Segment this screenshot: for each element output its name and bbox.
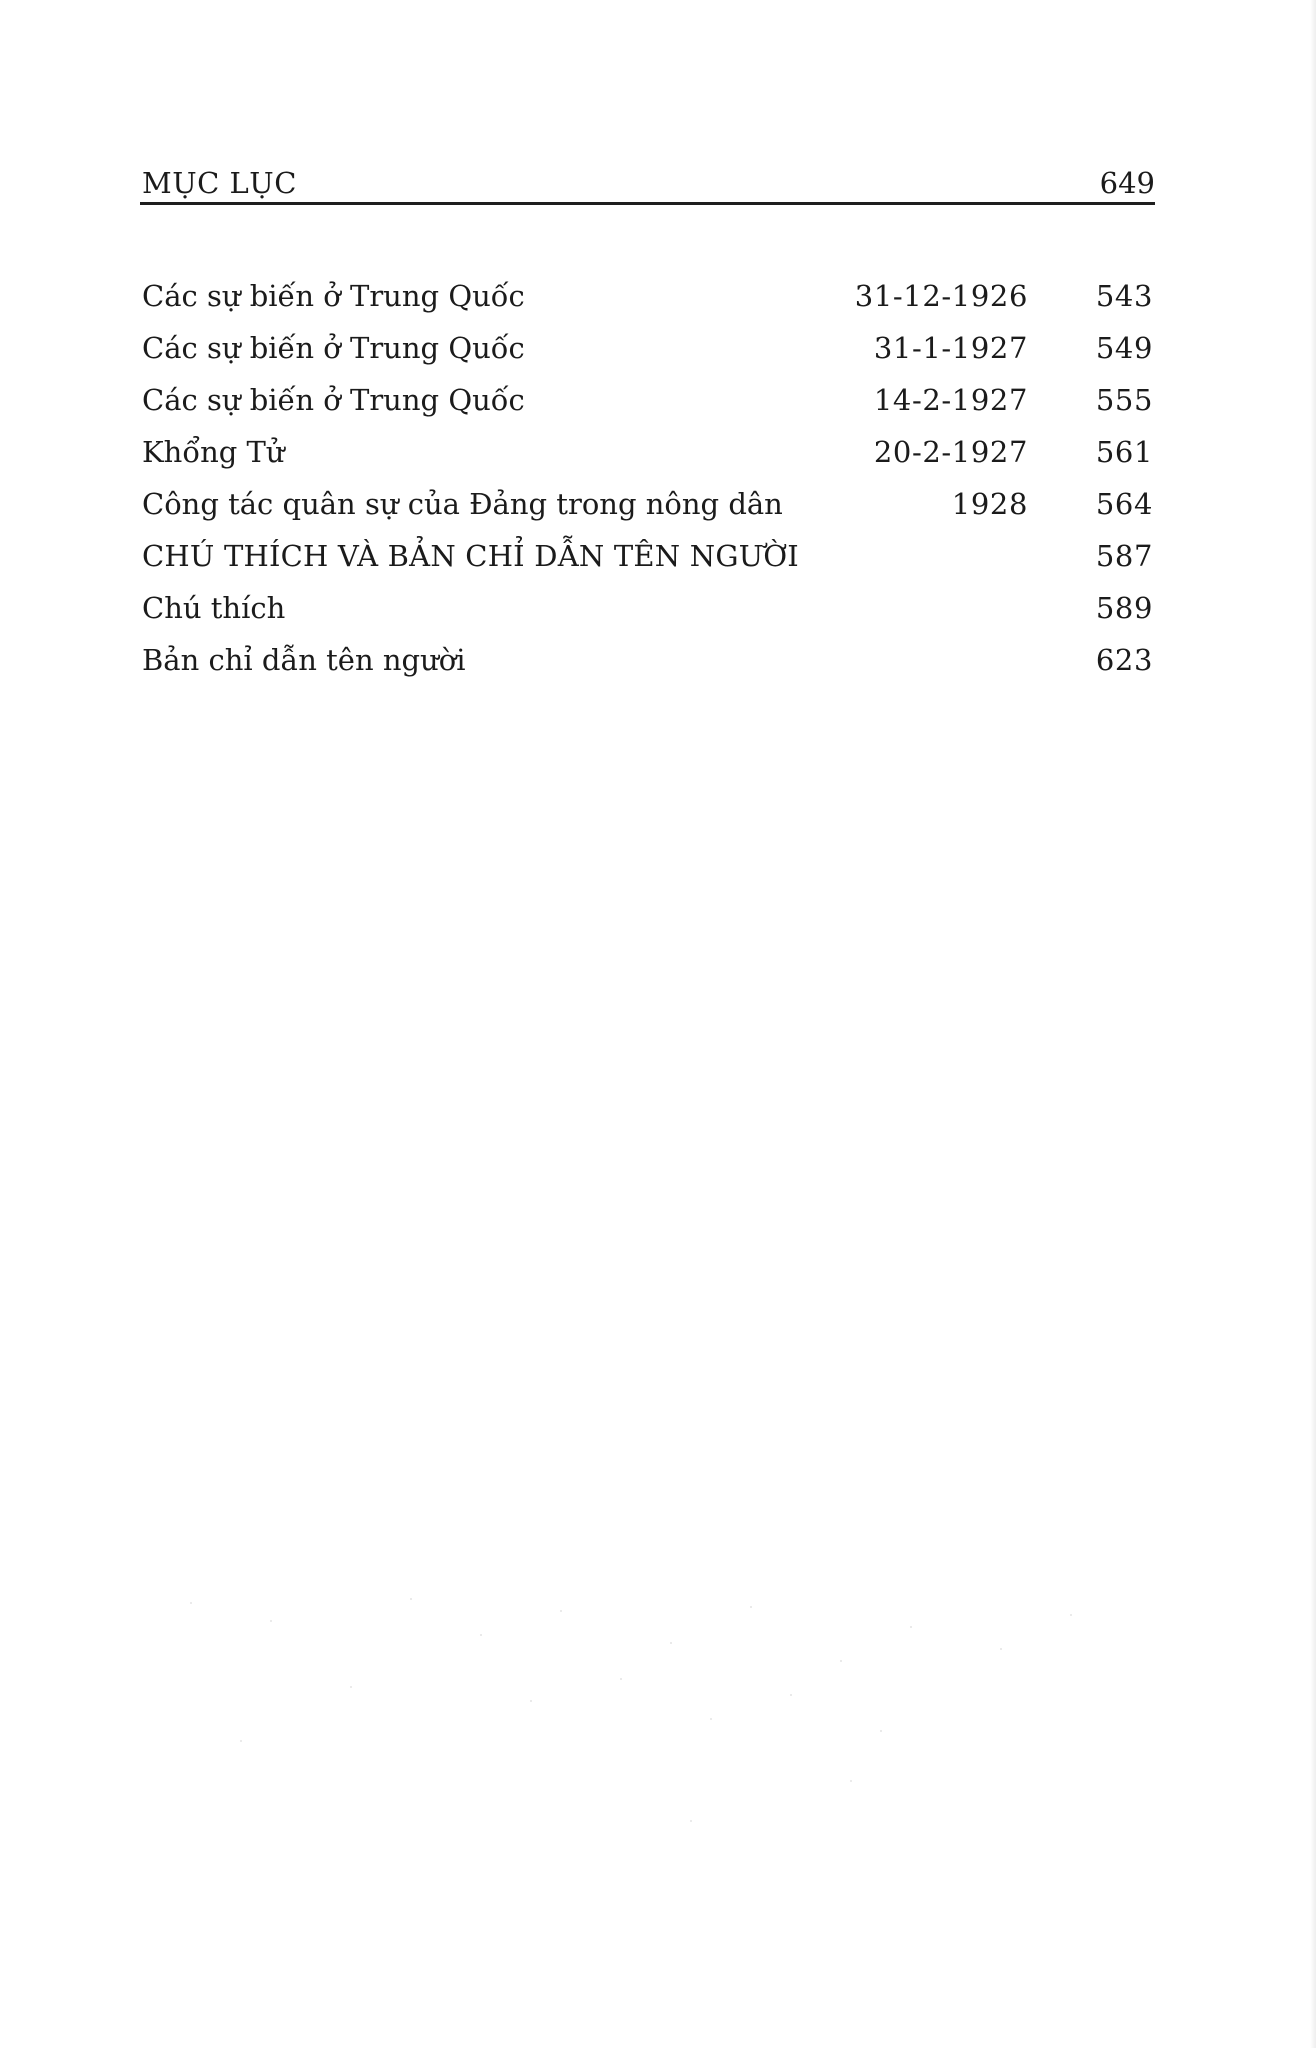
toc-entry-page: 543: [1095, 279, 1153, 313]
toc-entry-date: 31-1-1927: [873, 331, 1028, 365]
section-title: MỤC LỤC: [142, 166, 297, 200]
toc-entry-date: 1928: [951, 487, 1028, 521]
page-edge-shadow: [1310, 0, 1316, 2048]
toc-entry: [140, 426, 1155, 478]
scan-bleed-through: [150, 1590, 1140, 1840]
toc-section-title: CHÚ THÍCH VÀ BẢN CHỈ DẪN TÊN NGƯỜI: [142, 539, 799, 573]
toc-entry: [140, 322, 1155, 374]
toc-entry-page: 587: [1095, 539, 1153, 573]
toc-entry-title: Công tác quân sự của Đảng trong nông dân: [142, 487, 783, 521]
toc-entry-title: Bản chỉ dẫn tên người: [142, 643, 466, 677]
toc-entry-title: Chú thích: [142, 591, 286, 625]
toc-entry-page: 623: [1095, 643, 1153, 677]
toc-entry-title: Các sự biến ở Trung Quốc: [142, 383, 525, 417]
page-header: [140, 162, 1155, 205]
toc-entry-title: Khổng Tử: [142, 435, 285, 469]
toc-entry-date: 31-12-1926: [854, 279, 1028, 313]
toc-entry-date: 14-2-1927: [873, 383, 1028, 417]
toc-entry: [140, 374, 1155, 426]
toc-entry-page: 549: [1095, 331, 1153, 365]
table-of-contents: [140, 270, 1155, 686]
toc-entry-page: 564: [1095, 487, 1153, 521]
toc-section-entry: [140, 530, 1155, 582]
toc-entry-date: 20-2-1927: [873, 435, 1028, 469]
toc-entry: [140, 270, 1155, 322]
toc-entry-title: Các sự biến ở Trung Quốc: [142, 331, 525, 365]
toc-entry-page: 589: [1095, 591, 1153, 625]
toc-entry: [140, 634, 1155, 686]
toc-entry: [140, 478, 1155, 530]
toc-entry: [140, 582, 1155, 634]
page-number: 649: [1099, 166, 1155, 200]
toc-entry-title: Các sự biến ở Trung Quốc: [142, 279, 525, 313]
toc-entry-page: 555: [1095, 383, 1153, 417]
toc-entry-page: 561: [1095, 435, 1153, 469]
